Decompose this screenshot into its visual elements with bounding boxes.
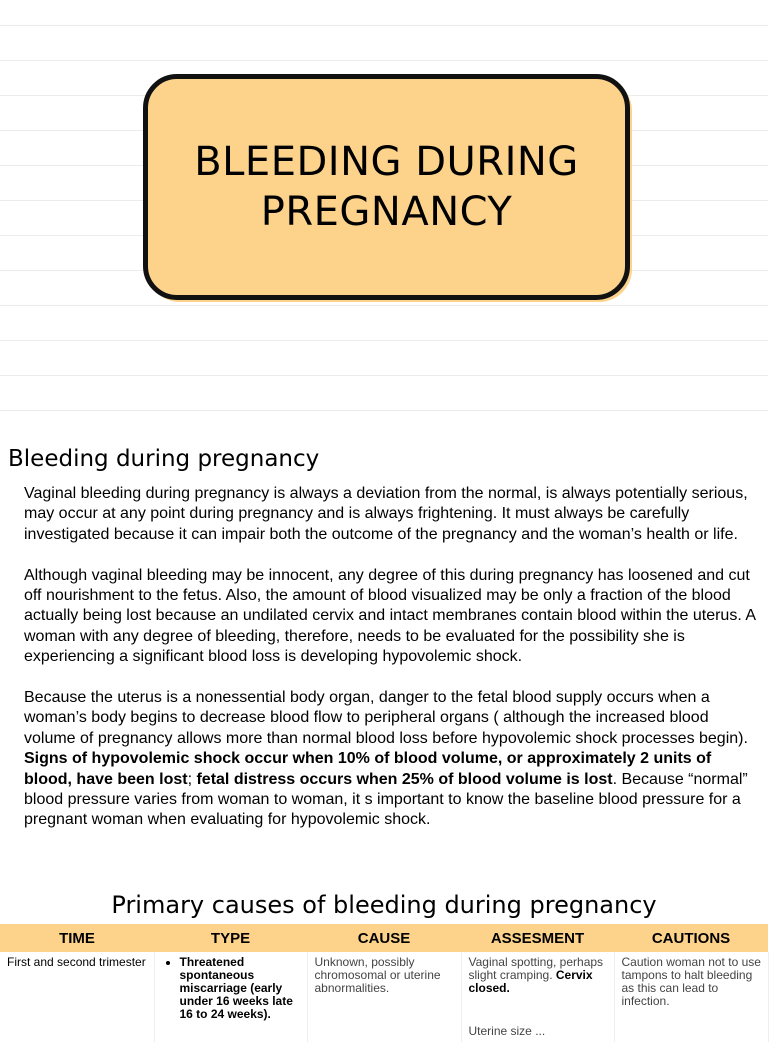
cell-type (154, 952, 307, 1042)
table-header-row (0, 924, 768, 952)
p3-text-a: Because the uterus is a nonessential body organ, danger to the fetal blood supply occurs when a woman’s body begins to decrease blood flow to peripheral organs ( although the increased blood volume of pregnancy allows more than normal blood loss before hypovolemic shock processes begin). (24, 689, 748, 747)
intro-paragraph-1: Vaginal bleeding during pregnancy is always a deviation from the normal, is always potentially serious, may occur at any point during pregnancy and is always frightening. It must always be carefully investigated because it can impair both the outcome of the pregnancy and the woman’s health or life. (24, 485, 748, 543)
causes-slide (0, 890, 768, 1038)
header-cause: CAUSE (307, 924, 461, 952)
slide-title-line-2: PREGNANCY (260, 189, 513, 235)
header-time: TIME (0, 924, 154, 952)
slide-title (177, 137, 597, 237)
cell-assessment (461, 952, 614, 1042)
assessment-bold: Cervix closed. (468, 968, 593, 995)
intro-paragraph-3 (24, 688, 760, 831)
cause-text: Unknown, possibly chromosomal or uterine abnormalities. (314, 955, 441, 995)
intro-body (24, 484, 760, 851)
header-cautions: CAUTIONS (614, 924, 768, 952)
cell-cautions (614, 952, 768, 1042)
p3-text-e: . Because “normal” blood pressure varies from woman to woman, it s important to know the baseline blood pressure for a pregnant woman when evaluating for hypovolemic shock. (24, 770, 748, 829)
title-slide (0, 0, 768, 420)
title-box (143, 74, 630, 300)
assessment-extra: Uterine size ... (468, 1024, 546, 1038)
intro-slide (0, 420, 768, 890)
table-row (0, 952, 768, 1042)
cell-time (0, 952, 154, 1042)
p3-bold-shock: Signs of hypovolemic shock occur when 10% of blood volume, or approximately 2 units of blood, have been lost (24, 750, 712, 788)
cell-cause (307, 952, 461, 1042)
type-list (162, 956, 301, 1021)
causes-heading: Primary causes of bleeding during pregnancy (111, 891, 657, 919)
header-type: TYPE (154, 924, 307, 952)
cautions-text: Caution woman not to use tampons to halt bleeding as this can lead to infection. (621, 955, 761, 1008)
slide-title-line-1: BLEEDING DURING (194, 139, 579, 185)
intro-heading: Bleeding during pregnancy (8, 446, 320, 472)
intro-paragraph-2: Although vaginal bleeding may be innocent, any degree of this during pregnancy has loosened and cut off nourishment to the fetus. Also, the amount of blood visualized may be only a fraction of the blood actually being lost because an undilated cervix and intact membranes contain blood within the uterus. A woman with any degree of bleeding, therefore, needs to be evaluated for the possibility she is experiencing a significant blood loss is developing hypovolemic shock. (24, 566, 756, 666)
causes-table (0, 924, 769, 1042)
time-text: First and second trimester (7, 955, 146, 969)
p3-text-c: ; (187, 770, 197, 788)
p3-bold-fetal: fetal distress occurs when 25% of blood volume is lost (196, 770, 613, 788)
header-assessment: ASSESMENT (461, 924, 614, 952)
assessment-text: Vaginal spotting, perhaps slight cramping. (468, 955, 604, 982)
type-item: • Threatened spontaneous miscarriage (early under 16 weeks late 16 to 24 weeks). (180, 956, 301, 1021)
